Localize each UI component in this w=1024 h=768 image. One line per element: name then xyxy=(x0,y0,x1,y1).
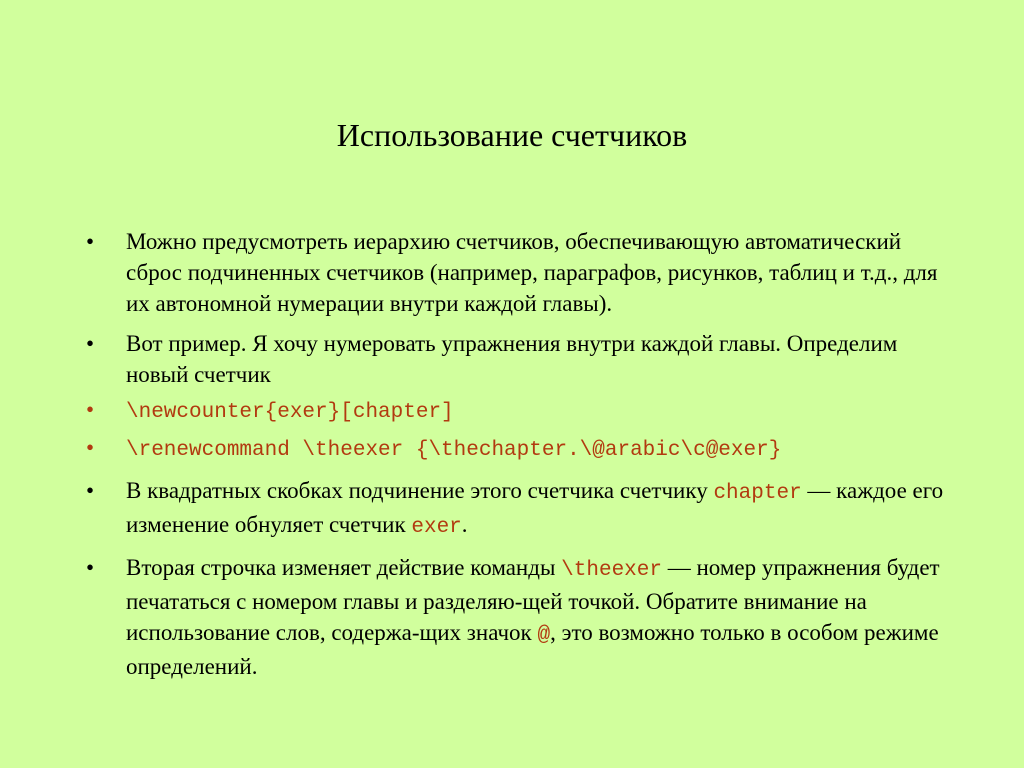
bullet-icon: • xyxy=(86,435,95,460)
list-item-text: В квадратных скобках подчинение этого счетчика счетчику xyxy=(126,478,714,503)
list-item xyxy=(80,475,960,543)
bullet-list xyxy=(80,226,960,682)
list-item-text: . xyxy=(461,512,468,537)
list-item xyxy=(80,226,960,319)
code-snippet: \newcounter{exer}[chapter] xyxy=(126,401,454,424)
inline-code: \theexer xyxy=(561,559,662,582)
code-list-item xyxy=(80,432,960,466)
bullet-icon: • xyxy=(86,397,95,422)
inline-code: chapter xyxy=(713,482,802,505)
inline-code: exer xyxy=(411,516,462,539)
list-item-text: , это возможно только в особом режиме определений. xyxy=(126,620,939,679)
list-item-text: — каждое его изменение обнуляет счетчик xyxy=(126,478,944,537)
inline-code: @ xyxy=(537,624,551,647)
bullet-icon: • xyxy=(86,229,95,254)
list-item-text: Вот пример. Я хочу нумеровать упражнения внутри каждой главы. Определим новый счетчик xyxy=(126,331,898,387)
bullet-icon: • xyxy=(86,555,95,580)
list-item-text: Можно предусмотреть иерархию счетчиков, обеспечивающую автоматический сброс подчиненных счетчиков (например, параграфов, рисунков, таблиц и т.д., для их автономной нумерации внутри каждой главы). xyxy=(126,229,938,316)
bullet-icon: • xyxy=(86,331,95,356)
slide-title: Использование счетчиков xyxy=(336,117,688,153)
list-item xyxy=(80,552,960,682)
list-item-text: — номер упражнения будет печататься с номером главы и разделяю-щей точкой. Обратите внимание на использование слов, содержа-щих значок xyxy=(126,555,940,645)
code-snippet: \renewcommand \theexer {\thechapter.\@arabic\c@exer} xyxy=(126,439,782,462)
code-list-item xyxy=(80,394,960,428)
list-item xyxy=(80,328,960,390)
list-item-text: Вторая строчка изменяет действие команды xyxy=(126,555,562,580)
bullet-icon: • xyxy=(86,478,95,503)
